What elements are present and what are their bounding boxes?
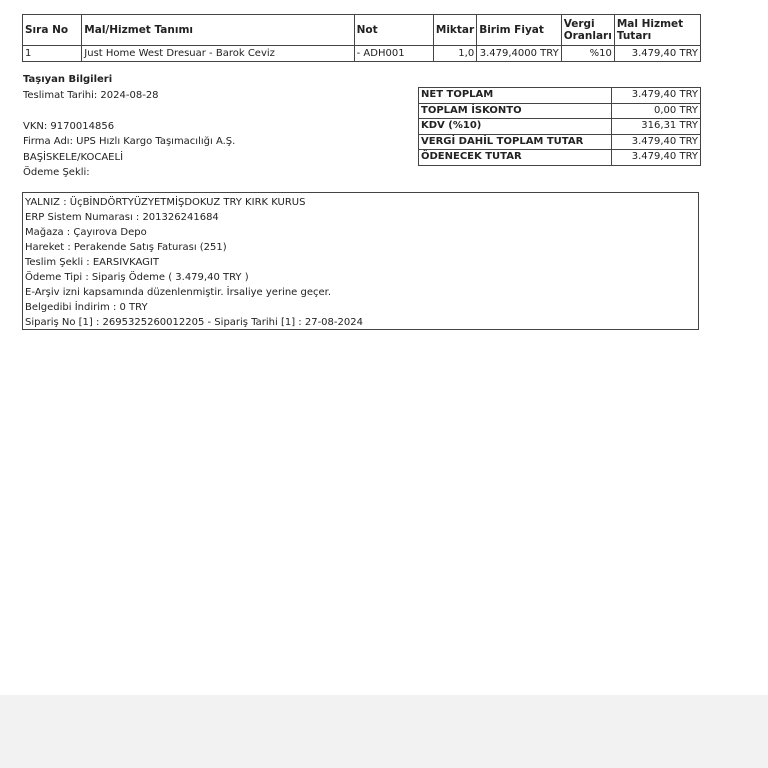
cell-no: 1 <box>23 46 82 62</box>
page-background <box>0 695 768 768</box>
totals-value: 3.479,40 TRY <box>612 134 701 150</box>
col-header-unit-price: Birim Fiyat <box>477 15 561 46</box>
note-document-discount: Belgedibi İndirim : 0 TRY <box>25 302 148 313</box>
cell-note: - ADH001 <box>354 46 433 62</box>
totals-label: NET TOPLAM <box>419 88 612 104</box>
carrier-location: BAŞİSKELE/KOCAELİ <box>23 151 124 163</box>
totals-value: 3.479,40 TRY <box>612 88 701 104</box>
carrier-company: Firma Adı: UPS Hızlı Kargo Taşımacılığı A.Ş. <box>23 136 236 147</box>
cell-desc: Just Home West Dresuar - Barok Ceviz <box>82 46 354 62</box>
note-order-info: Sipariş No [1] : 2695325260012205 - Sipariş Tarihi [1] : 27-08-2024 <box>25 317 363 328</box>
items-table-header <box>23 15 701 46</box>
totals-label: TOPLAM İSKONTO <box>419 103 612 119</box>
spacer <box>23 103 235 119</box>
totals-row-discount <box>419 103 701 119</box>
col-header-desc: Mal/Hizmet Tanımı <box>82 15 354 46</box>
invoice-notes <box>22 192 699 330</box>
totals-label: KDV (%10) <box>419 119 612 135</box>
carrier-vkn: VKN: 9170014856 <box>23 120 115 132</box>
totals-row-net <box>419 88 701 104</box>
col-header-amount-line1: Mal Hizmet <box>616 18 684 30</box>
col-header-no: Sıra No <box>23 15 82 46</box>
note-delivery-type: Teslim Şekli : EARSIVKAGIT <box>25 257 159 268</box>
note-e-archive: E-Arşiv izni kapsamında düzenlenmiştir. İrsaliye yerine geçer. <box>25 287 332 298</box>
totals-row-payable <box>419 150 701 166</box>
col-header-qty: Miktar <box>433 15 476 46</box>
totals-table <box>418 87 701 166</box>
cell-amount: 3.479,40 TRY <box>614 46 700 62</box>
col-header-amount <box>614 15 700 46</box>
totals-label: ÖDENECEK TUTAR <box>419 150 612 166</box>
totals-value: 3.479,40 TRY <box>612 150 701 166</box>
table-row <box>23 46 701 62</box>
totals-row-gross <box>419 134 701 150</box>
cell-tax-rate: %10 <box>561 46 614 62</box>
col-header-note: Not <box>354 15 433 46</box>
col-header-tax-rate <box>561 15 614 46</box>
col-header-amount-line2: Tutarı <box>616 30 652 42</box>
note-erp-number: ERP Sistem Numarası : 201326241684 <box>25 212 219 223</box>
totals-value: 316,31 TRY <box>612 119 701 135</box>
note-amount-in-words: YALNIZ : ÜçBİNDÖRTYÜZYETMİŞDOKUZ TRY KIRK KURUS <box>25 197 306 208</box>
payment-method: Ödeme Şekli: <box>23 167 90 178</box>
note-movement: Hareket : Perakende Satış Faturası (251) <box>25 242 227 253</box>
col-header-tax-rate-line2: Oranları <box>563 30 612 42</box>
col-header-tax-rate-line1: Vergi <box>563 18 595 30</box>
totals-value: 0,00 TRY <box>612 103 701 119</box>
cell-qty: 1,0 <box>433 46 476 62</box>
carrier-title: Taşıyan Bilgileri <box>23 74 113 85</box>
delivery-date: Teslimat Tarihi: 2024-08-28 <box>23 89 159 101</box>
totals-label: VERGİ DAHİL TOPLAM TUTAR <box>419 134 612 150</box>
carrier-info <box>23 72 235 181</box>
note-payment-type: Ödeme Tipi : Sipariş Ödeme ( 3.479,40 TRY ) <box>25 272 249 283</box>
items-table <box>22 14 701 62</box>
cell-unit-price: 3.479,4000 TRY <box>477 46 561 62</box>
note-store: Mağaza : Çayırova Depo <box>25 227 147 238</box>
totals-row-vat <box>419 119 701 135</box>
